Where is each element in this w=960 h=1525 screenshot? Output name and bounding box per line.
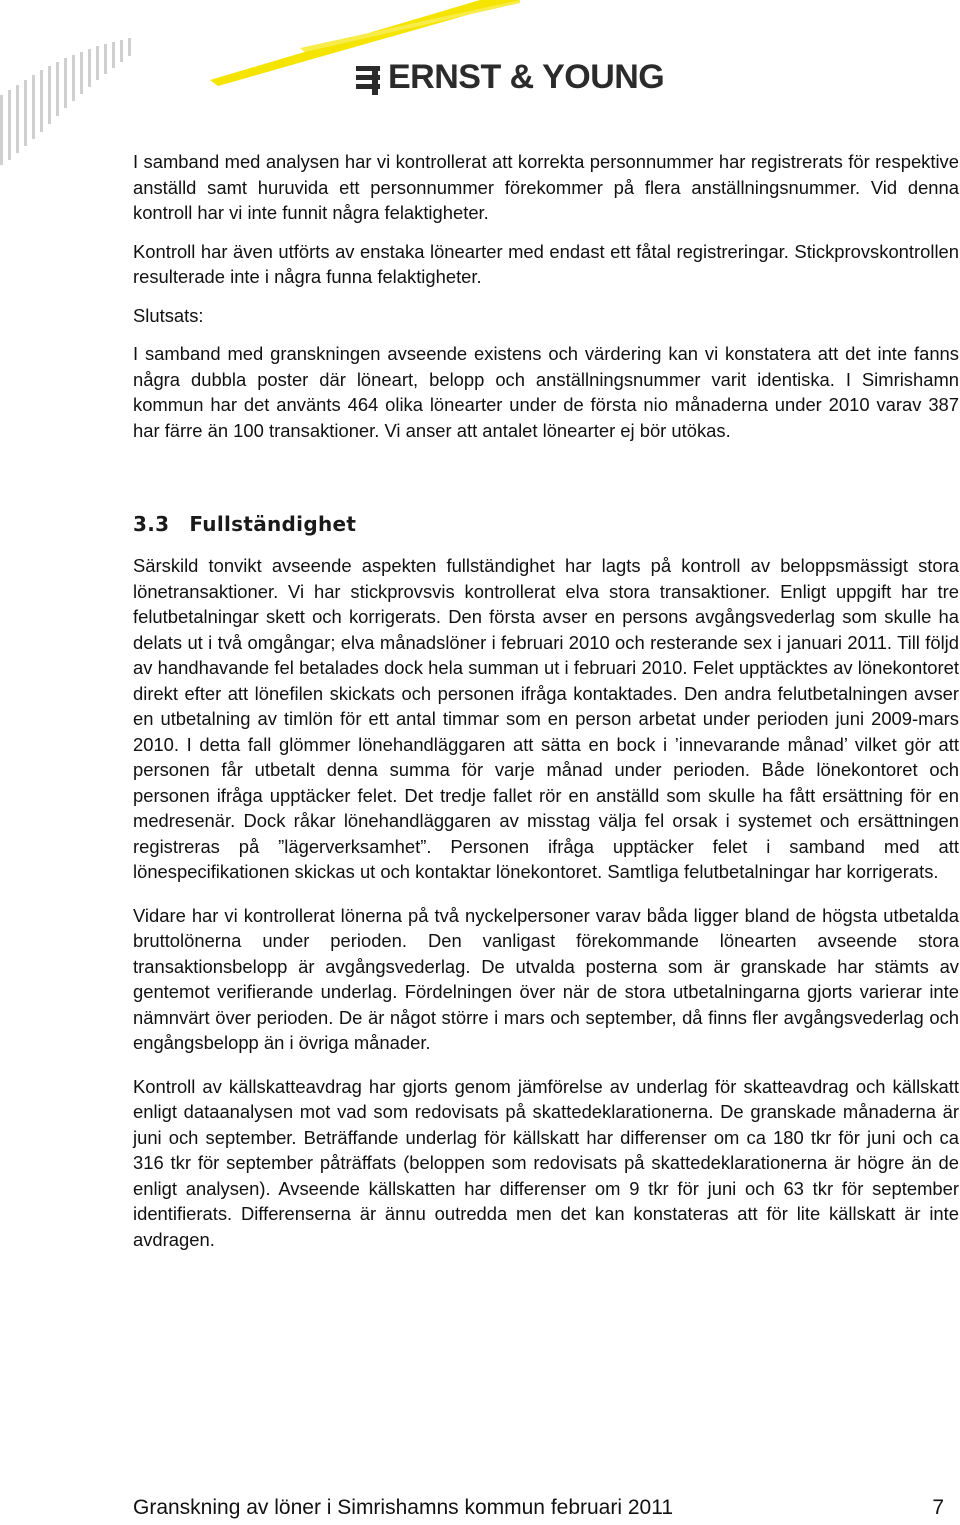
body-top: [133, 149, 959, 443]
company-logo-text: ERNST & YOUNG: [388, 58, 665, 96]
paragraph-conclusion: I samband med granskningen avseende existens och värdering kan vi konstatera att det inte fanns några dubbla poster där löneart, belopp och anställningsnummer varit identiska. I Simrishamn kommun har det använts 464 olika lönearter under de första nio månaderna under 2010 varav 387 har färre än 100 transaktioner. Vi anser att antalet lönearter ej bör utökas.: [133, 343, 959, 441]
header-logo-area: [0, 0, 960, 170]
section-title: Fullständighet: [189, 512, 357, 536]
paragraph-control: Kontroll har även utförts av enstaka lönearter med endast ett fåtal registreringar. Stickprovskontrollen resulterade inte i några funna felaktigheter.: [133, 240, 959, 287]
section-heading: [133, 512, 356, 536]
paragraph-key-persons: Vidare har vi kontrollerat lönerna på två nyckelpersoner varav båda ligger bland de högsta utbetalda bruttolönerna under perioden. Den vanligast förekommande lönearten avseende stora transaktionsbelopp är avgångsvederlag. De utvalda posterna som är granskade har stämts av gentemot verifierande underlag. Fördelningen över när de stora utbetalningarna gjorts varierar inte nämnvärt över perioden. De är något större i mars och september, då finns fler avgångsvederlag och engångsbelopp än i övriga månader.: [133, 904, 959, 1053]
section-number: 3.3: [133, 512, 170, 536]
footer-title: Granskning av löner i Simrishamns kommun februari 2011: [133, 1496, 674, 1519]
paragraph-fullstandighet: Särskild tonvikt avseende aspekten fullständighet har lagts på kontroll av beloppsmässigt stora lönetransaktioner. Vi har stickprovsvis kontrollerat elva stora transaktioner. Enligt uppgift har tre felutbetalningar skett och korrigerats. Den första avser en persons avgångsvederlag som skulle ha delats ut i två omgångar; elva månadslöner i februari 2010 och resterande sex i januari 2011. Till följd av handhavande fel betalades dock hela summan ut i februari 2010. Felet upptäcktes av lönekontoret direkt efter att lönefilen skickats och personen ifråga kontaktades. Den andra felutbetalningen avser en utbetalning av timlön för ett antal timmar som en person arbetat under perioden juni 2009-mars 2010. I detta fall glömmer lönehandläggaren att sätta en bock i ’innevarande månad’ vilket gör att personen får utbetalt denna summa för varje månad under perioden. Både lönekontoret och personen ifråga upptäcker felet. Det tredje fallet rör en anställd som skulle ha fått ersättning för en medresenär. Dock råkar lönehandläggaren av misstag välja fel orsak i systemet och ersättningen registreras på ”lägerverksamhet”. Personen ifråga upptäcker felet i samband med att lönespecifikationen skickas ut och kontaktar lönekontoret. Samtliga felutbetalningar har korrigerats.: [133, 555, 959, 882]
page-footer: [133, 1496, 944, 1520]
page-number: 7: [932, 1496, 944, 1519]
paragraph-withholding-tax: Kontroll av källskatteavdrag har gjorts genom jämförelse av underlag för skatteavdrag och källskatt enligt dataanalysen mot vad som redovisats på skattedeklarationerna. De granskade månaderna är juni och september. Beträffande underlag för källskatt har differenser om ca 180 tkr för juni och ca 316 tkr för september påträffats (beloppen som redovisats på skattedeklarationerna är högre än de enligt analysen). Avseende källskatten har differenser om 9 tkr för juni och 63 tkr för september identifierats. Differenserna är ännu outredda men det kan konstateras att för lite källskatt är inte avdragen.: [133, 1075, 959, 1250]
body-section: [133, 553, 959, 1252]
paragraph-analysis: I samband med analysen har vi kontrollerat att korrekta personnummer har registrerats för respektive anställd samt huruvida ett personnummer förekommer på flera anställningsnummer. Vid denna kontroll har vi inte funnit några felaktigheter.: [133, 151, 959, 223]
paragraph-conclusion-label: Slutsats:: [133, 304, 204, 326]
